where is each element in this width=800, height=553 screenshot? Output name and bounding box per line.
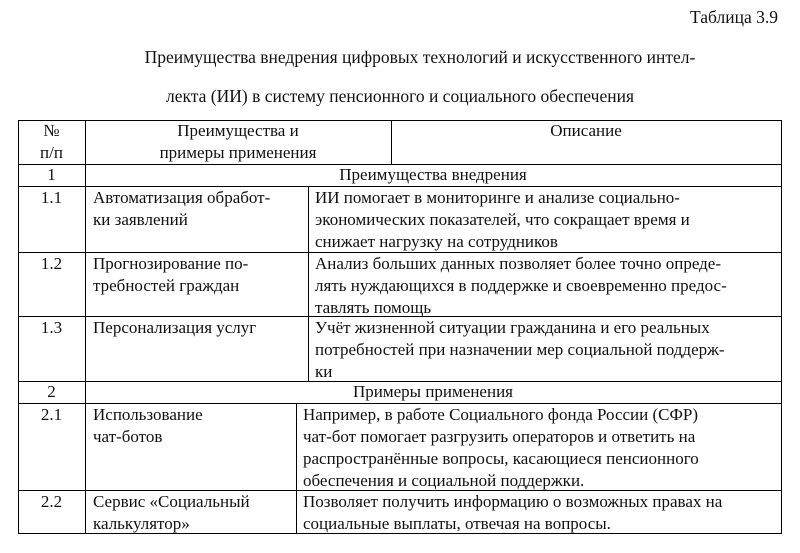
row-number: 2.1 (40, 405, 63, 424)
row-description-line: Позволяет получить информацию о возможных правах на (303, 492, 723, 511)
row-description-line: экономических показателей, что сокращает время и (315, 210, 690, 229)
row-name (93, 187, 270, 231)
row-description-line: Например, в работе Социального фонда России (СФР) (303, 405, 699, 424)
row-name-line: чат-ботов (93, 427, 163, 446)
header-advantages (85, 120, 391, 164)
row-description-line: тавлять помощь (315, 298, 432, 317)
row-description (303, 491, 722, 535)
row-description-line: снижает нагрузку на сотрудников (315, 232, 558, 251)
row-description-line: Учёт жизненной ситуации гражданина и его реальных (315, 318, 710, 337)
row-name-line: Персонализация услуг (93, 318, 257, 337)
row-description-line: чат-бот помогает разгрузить операторов и ответить на (303, 427, 696, 446)
header-description: Описание (550, 121, 622, 140)
section-number: 1 (47, 165, 56, 184)
row-name-line: Прогнозирование по- (93, 254, 249, 273)
desc-column-border (296, 403, 297, 533)
row-name (93, 317, 256, 339)
row-name-line: Сервис «Социальный (93, 492, 250, 511)
row-description-line: потребностей при назначении мер социальной поддерж- (315, 340, 725, 359)
header-advantages-line: Преимущества и (177, 121, 299, 140)
desc-column-border (308, 186, 309, 381)
row-description (315, 187, 690, 253)
row-name-line: Использование (93, 405, 203, 424)
header-advantages-line: примеры применения (159, 143, 317, 162)
row-name-line: калькулятор» (93, 514, 190, 533)
table-number: Таблица 3.9 (690, 7, 778, 27)
table-title-line-2: лекта (ИИ) в систему пенсионного и социального обеспечения (165, 86, 634, 106)
outer-right-border (781, 120, 782, 533)
row-description-line: обеспечения и социальной поддержки. (303, 471, 585, 490)
table-title-line-1: Преимущества внедрения цифровых технологий и искусственного интел- (144, 47, 696, 67)
row-description (315, 317, 725, 383)
row-name (93, 253, 248, 297)
row-description-line: ИИ помогает в мониторинге и анализе социально- (315, 188, 680, 207)
row-number: 1.1 (40, 188, 63, 207)
row-number: 1.2 (40, 254, 63, 273)
row-number: 1.3 (40, 318, 63, 337)
header-num-line: № (43, 121, 60, 140)
row-name-line: Автоматизация обработ- (93, 188, 271, 207)
row-name (93, 491, 250, 535)
row-description (315, 253, 727, 319)
header-num (18, 120, 85, 164)
row-description-line: лять нуждающихся в поддержке и своевременно предос- (315, 276, 727, 295)
section-number: 2 (47, 382, 56, 401)
header-num-line: п/п (40, 143, 63, 162)
row-description (303, 404, 699, 492)
row-description-line: ки (315, 362, 333, 381)
row-name-line: требностей граждан (93, 276, 240, 295)
row-description-line: распространённые вопросы, касающиеся пенсионного (303, 449, 699, 468)
row-description-line: Анализ больших данных позволяет более точно опреде- (315, 254, 721, 273)
row-number: 2.2 (40, 492, 63, 511)
section-label: Преимущества внедрения (339, 165, 527, 184)
row-description-line: социальные выплаты, отвечая на вопросы. (303, 514, 611, 533)
row-name (93, 404, 203, 448)
section-label: Примеры применения (352, 382, 513, 401)
row-name-line: ки заявлений (93, 210, 188, 229)
